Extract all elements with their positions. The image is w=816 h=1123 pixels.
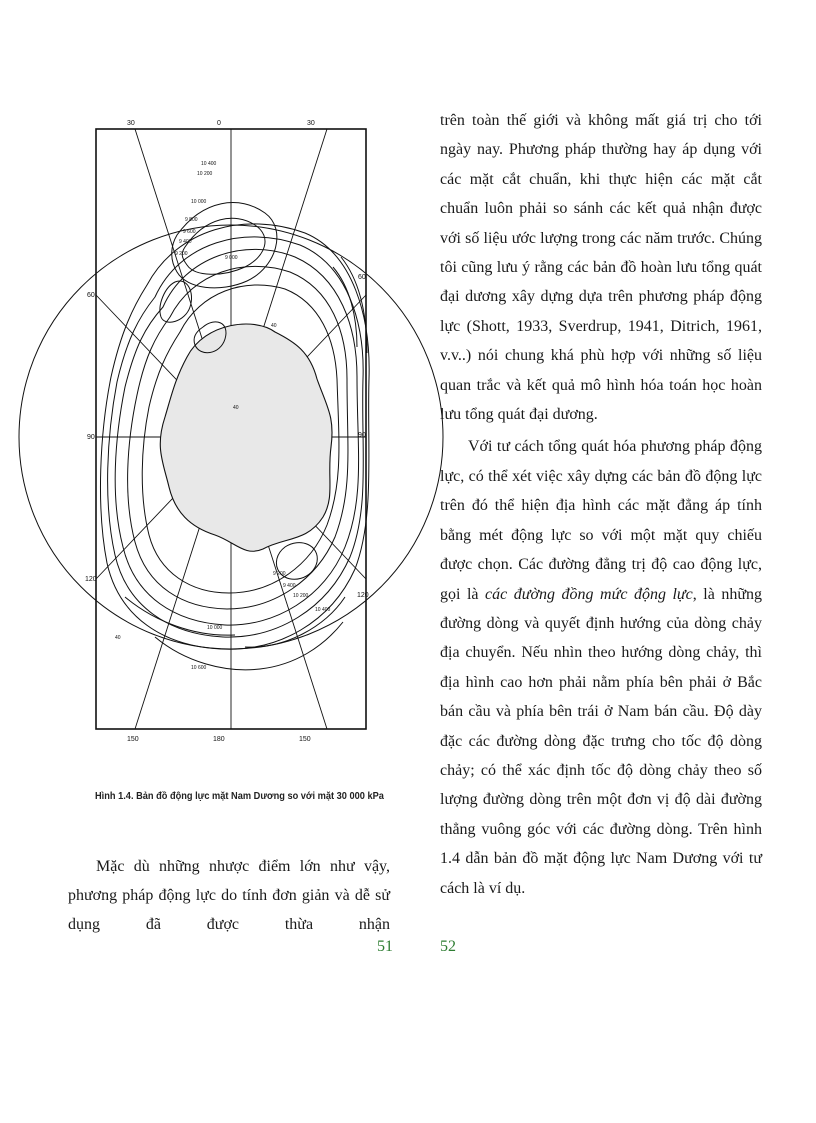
tick-right-60: 60 <box>358 274 366 281</box>
figure-caption: Hình 1.4. Bản đồ động lực mặt Nam Dương so với mặt 30 000 kPa <box>95 790 384 802</box>
tick-top-right: 30 <box>307 120 315 127</box>
contour-label: 9 400 <box>179 239 192 245</box>
right-paragraph-2 <box>440 432 762 903</box>
tick-bottom-center: 180 <box>213 736 225 743</box>
figure-map <box>85 117 369 743</box>
contour-label: 9 200 <box>175 251 188 257</box>
right-page <box>408 0 816 1123</box>
left-body-text <box>68 852 390 939</box>
tick-right-120: 120 <box>357 592 369 599</box>
tick-left-90: 90 <box>87 434 95 441</box>
left-paragraph: Mặc dù những nhược điểm lớn như vậy, phương pháp động lực do tính đơn giản và dễ sử dụng đã được thừa nhận <box>68 858 390 933</box>
right-body-text <box>440 106 762 903</box>
contour-label: 40 <box>115 635 121 641</box>
antarctica-outline <box>160 324 332 551</box>
contour-label: 10 000 <box>191 199 207 205</box>
contour-label: 9 000 <box>225 255 238 261</box>
contour-label: 9 200 <box>273 571 286 577</box>
tick-right-90: 90 <box>358 432 366 439</box>
tick-bottom-left: 150 <box>127 736 139 743</box>
contour-label: 10 400 <box>201 161 217 167</box>
contour-label: 9 400 <box>283 583 296 589</box>
contour-label: 10 400 <box>315 607 331 613</box>
paragraph-2-end: , là những đường dòng và quyết định hướng của dòng chảy địa chuyển. Nếu nhìn theo hướng dòng chảy, thì địa hình cao hơn phải nằm phía bên phải ở Bắc bán cầu và phía bên trái ở Nam bán cầu. Độ dày đặc các đường dòng đặc trưng cho tốc độ dòng chảy; có thể xác định tốc độ dòng chảy theo số lượng đường dòng trên một đơn vị độ dài đường thẳng vuông góc với các đường dòng. Trên hình 1.4 dẫn bản đồ mặt động lực Nam Dương với tư cách là ví dụ. <box>440 585 763 897</box>
right-paragraph-1: trên toàn thế giới và không mất giá trị cho tới ngày nay. Phương pháp thường hay áp dụng với các mặt cắt chuẩn, khi thực hiện các mặt cắt chuẩn luôn phải so sánh các kết quả nhận được với số liệu ước lượng trong các năm trước. Chúng tôi cũng lưu ý rằng các bản đồ hoàn lưu tổng quát đại dương xây dựng dựa trên phương pháp động lực (Shott, 1933, Sverdrup, 1941, Ditrich, 1961, v.v..) nói chung khá phù hợp với những số liệu quan trắc và kết quả mô hình hóa toán học hoàn lưu tổng quát đại dương. <box>440 112 762 424</box>
contour-label: 40 <box>271 323 277 329</box>
contour-label: 10 200 <box>293 593 309 599</box>
contour-label: 10 000 <box>207 625 223 631</box>
paragraph-2-start: Với tư cách tổng quát hóa phương pháp động lực, có thể xét việc xây dựng các bản đồ động lực trên đó thể hiện địa hình các mặt đẳng áp tính bằng mét động lực so với một mặt quy chiếu được chọn. Các đường đẳng trị độ cao động lực, gọi là <box>440 438 762 603</box>
page-number-right: 52 <box>440 938 456 955</box>
dynamic-topography-map-svg <box>85 117 369 743</box>
contour-label: 40 <box>233 405 239 411</box>
term-dynamic-contours: các đường đồng mức động lực <box>485 585 693 603</box>
tick-bottom-right: 150 <box>299 736 311 743</box>
page-number-left: 51 <box>377 938 393 955</box>
contour-label: 10 200 <box>197 171 213 177</box>
contour-label: 9 800 <box>185 217 198 223</box>
tick-top-center: 0 <box>217 120 221 127</box>
tick-left-120: 120 <box>85 576 97 583</box>
tick-left-60: 60 <box>87 292 95 299</box>
tick-top-left: 30 <box>127 120 135 127</box>
contour-label: 9 600 <box>183 229 196 235</box>
contour-label: 10 600 <box>191 665 207 671</box>
